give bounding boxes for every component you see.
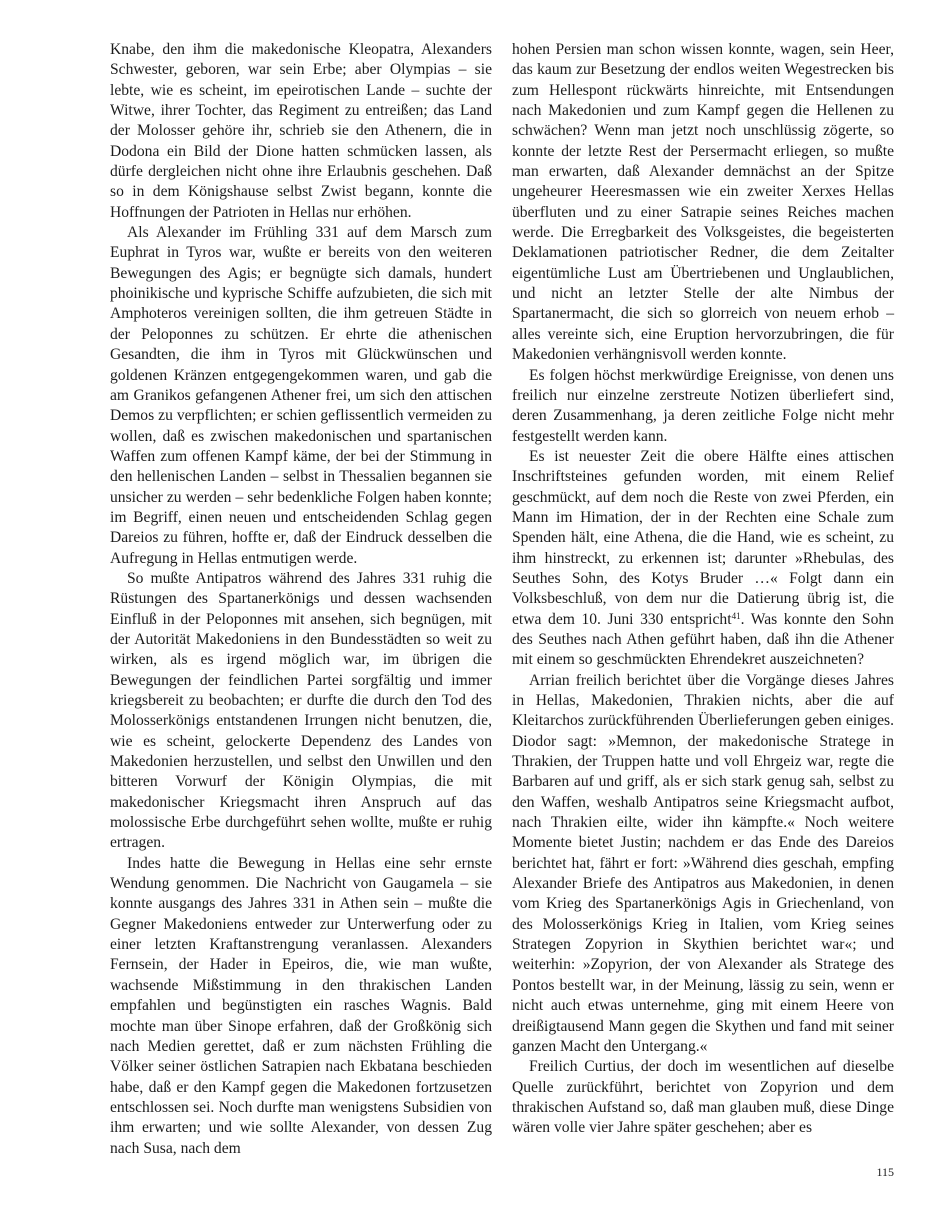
paragraph: Knabe, den ihm die makedonische Kleopatra, Alexanders Schwester, geboren, war sein Erbe; aber Olympias – sie lebte, wie es scheint, im epeirotischen Lande – suchte der Witwe, ihrer Tochter, das Regiment zu entreißen; das Land der Molosser gehöre ihr, schrieb sie den Athenern, die in Dodona ein Bild der Dione hatten schmücken lassen, als dürfe dergleichen nicht ohne ihre Erlaubnis geschehen. Daß so in dem Königshause selbst Zwist begann, konnte die Hoffnungen der Patrioten in Hellas nur erhöhen. — [110, 41, 492, 221]
paragraph: Es folgen höchst merkwürdige Ereignisse, von denen uns freilich nur einzelne zerstreute Notizen überliefert sind, deren Zusammenhang, ja deren zeitliche Folge nicht mehr festgestellt werden kann. — [512, 366, 894, 445]
paragraph: Als Alexander im Frühling 331 auf dem Marsch zum Euphrat in Tyros war, wußte er bereits von den weiteren Bewegungen des Agis; er begnügte sich damals, hundert phoinikische und kyprische Schiffe aufzubieten, die sich mit Amphoteros vereinigen sollten, die ihm getreuen Städte in der Peloponnes zu schützen. Er ehrte die athenischen Gesandten, die ihm in Tyros mit Glückwünschen und goldenen Kränzen entgegengekommen waren, und gab die am Granikos gefangenen Athener frei, um sich den attischen Demos zu verpflichten; er schien geflissentlich vermeiden zu wollen, daß es zwischen makedonischen und spartanischen Waffen zum offenen Kampf käme, der bei der Stimmung in den hellenischen Landen – selbst in Thessalien begannen sie unsicher zu werden – sehr bedenkliche Folgen haben konnte; im Begriff, einen neuen und entscheidenden Schlag gegen Dareios zu führen, hoffte er, daß der Eindruck desselben die Aufregung in Hellas entmutigen werde. — [110, 224, 492, 567]
paragraph: So mußte Antipatros während des Jahres 331 ruhig die Rüstungen des Spartanerkönigs und dessen wachsenden Einfluß in der Peloponnes mit ansehen, sich begnügen, mit der Autorität Makedoniens in den Bundesstädten so weit zu wirken, als es irgend möglich war, im übrigen die Bewegungen der feindlichen Partei sorgfältig und immer kriegsbereit zu beobachten; er durfte die durch den Tod des Molosserkönigs entstandenen Irrungen nicht benutzen, die, wie es scheint, gelockerte Dependenz des Landes von Makedonien herzustellen, und selbst den Unwillen und den bitteren Vorwurf der Königin Olympias, die mit makedonischer Kriegsmacht ihren Anspruch auf das molossische Erbe durchgeführt sehen wollte, mußte er ruhig ertragen. — [110, 569, 492, 852]
paragraph: hohen Persien man schon wissen konnte, wagen, sein Heer, das kaum zur Besetzung der endlos weiten Wegestrecken bis zum Hellespont rückwärts hinreichte, mit Entsendungen nach Makedonien und zum Kampf gegen die Hellenen zu schwächen? Wenn man jetzt noch unschlüssig zögerte, so konnte der letzte Rest der Persermacht erliegen, so mußte man erwarten, daß Alexander demnächst an der Spitze ungeheurer Heeresmassen wie ein zweiter Xerxes Hellas überfluten und zu einer Satrapie seines Reiches machen werde. Die Erregbarkeit des Volksgeistes, die begeisterten Deklamationen patriotischer Redner, die dem Zeitalter eigentümliche Lust am Übertriebenen und Unglaublichen, und nicht an letzter Stelle der alte Nimbus der Spartanermacht, die sich so glorreich von neuem erhob – alles vereinte sich, eine Eruption hervorzubringen, die für Makedonien verhängnisvoll werden konnte. — [512, 41, 894, 364]
paragraph-with-footnote — [512, 447, 894, 671]
footnote-marker[interactable]: 41 — [731, 610, 741, 621]
left-column — [110, 40, 492, 1159]
right-column — [512, 40, 894, 1139]
paragraph: Indes hatte die Bewegung in Hellas eine sehr ernste Wendung genommen. Die Nachricht von Gaugamela – sie konnte ausgangs des Jahres 331 in Athen sein – mußte die Gegner Makedoniens entweder zur Unterwerfung oder zu einer letzten Kraftanstrengung veranlassen. Alexanders Fernsein, der Hader in Epeiros, die, wie man wußte, wachsende Mißstimmung in den thrakischen Landen empfahlen und begünstigten ein rasches Wagnis. Bald mochte man über Sinope erfahren, daß der Großkönig sich nach Medien gerettet, daß er zum nächsten Frühling die Völker seiner östlichen Satrapien nach Ekbatana beschieden habe, daß er den Kampf gegen die Makedonen fortzusetzen entschlossen sei. Noch durfte man wenigstens Subsidien von ihm erwarten; und wie sollte Alexander, von dessen Zug nach Susa, nach dem — [110, 854, 492, 1157]
paragraph-text: Es ist neuester Zeit die obere Hälfte eines attischen Inschriftsteines gefunden worden, mit einem Relief geschmückt, auf dem noch die Reste von zwei Pferden, ein Mann im Himation, der in der Rechten eine Schale zum Spenden hält, eine Athena, die die Hand, wie es scheint, zu ihm hinstreckt, zu erkennen ist; darunter »Rhebulas, des Seuthes Sohn, des Kotys Bruder …« Folgt dann ein Volksbeschluß, von dem nur die Datierung übrig ist, die etwa dem 10. Juni 330 entspricht — [512, 447, 894, 628]
page-number: 115 — [876, 1165, 894, 1179]
paragraph: Freilich Curtius, der doch im wesentlichen auf dieselbe Quelle zurückführt, berichtet von Zopyrion und dem thrakischen Aufstand so, daß man glauben muß, diese Dinge wären volle vier Jahre später geschehen; aber es — [512, 1058, 894, 1137]
paragraph: Arrian freilich berichtet über die Vorgänge dieses Jahres in Hellas, Makedonien, Thrakien nichts, aber die auf Kleitarchos zurückführenden Überlieferungen geben einiges. Diodor sagt: »Memnon, der makedonische Stratege in Thrakien, der Truppen hatte und voll Ehrgeiz war, regte die Barbaren auf und griff, als er sich stark genug sah, selbst zu den Waffen, weshalb Antipatros seine Kriegsmacht aufbot, nach Thrakien eilte, wider ihn kämpfte.« Noch weitere Momente bietet Justin; nachdem er das Ende des Dareios berichtet hat, fährt er fort: »Während dies geschah, empfing Alexander Briefe des Antipatros aus Makedonien, in denen vom Krieg des Spartanerkönigs Agis in Griechenland, von des Molosserkönigs Krieg in Italien, vom Krieg seines Strategen Zopyrion in Skythien berichtet war«; und weiterhin: »Zopyrion, der von Alexander als Stratege des Pontos bestellt war, in der Meinung, lässig zu sein, wenn er nicht auch etwas unternehme, ging mit einem Heere von dreißigtausend Mann gegen die Skythen und fand mit seiner ganzen Macht den Untergang.« — [512, 671, 894, 1055]
paragraph-text-continued: . Was konnte den Sohn des Seuthes nach Athen geführt haben, daß ihn die Athener mit einem so geschmückten Ehrendekret auszeichneten? — [512, 610, 894, 669]
